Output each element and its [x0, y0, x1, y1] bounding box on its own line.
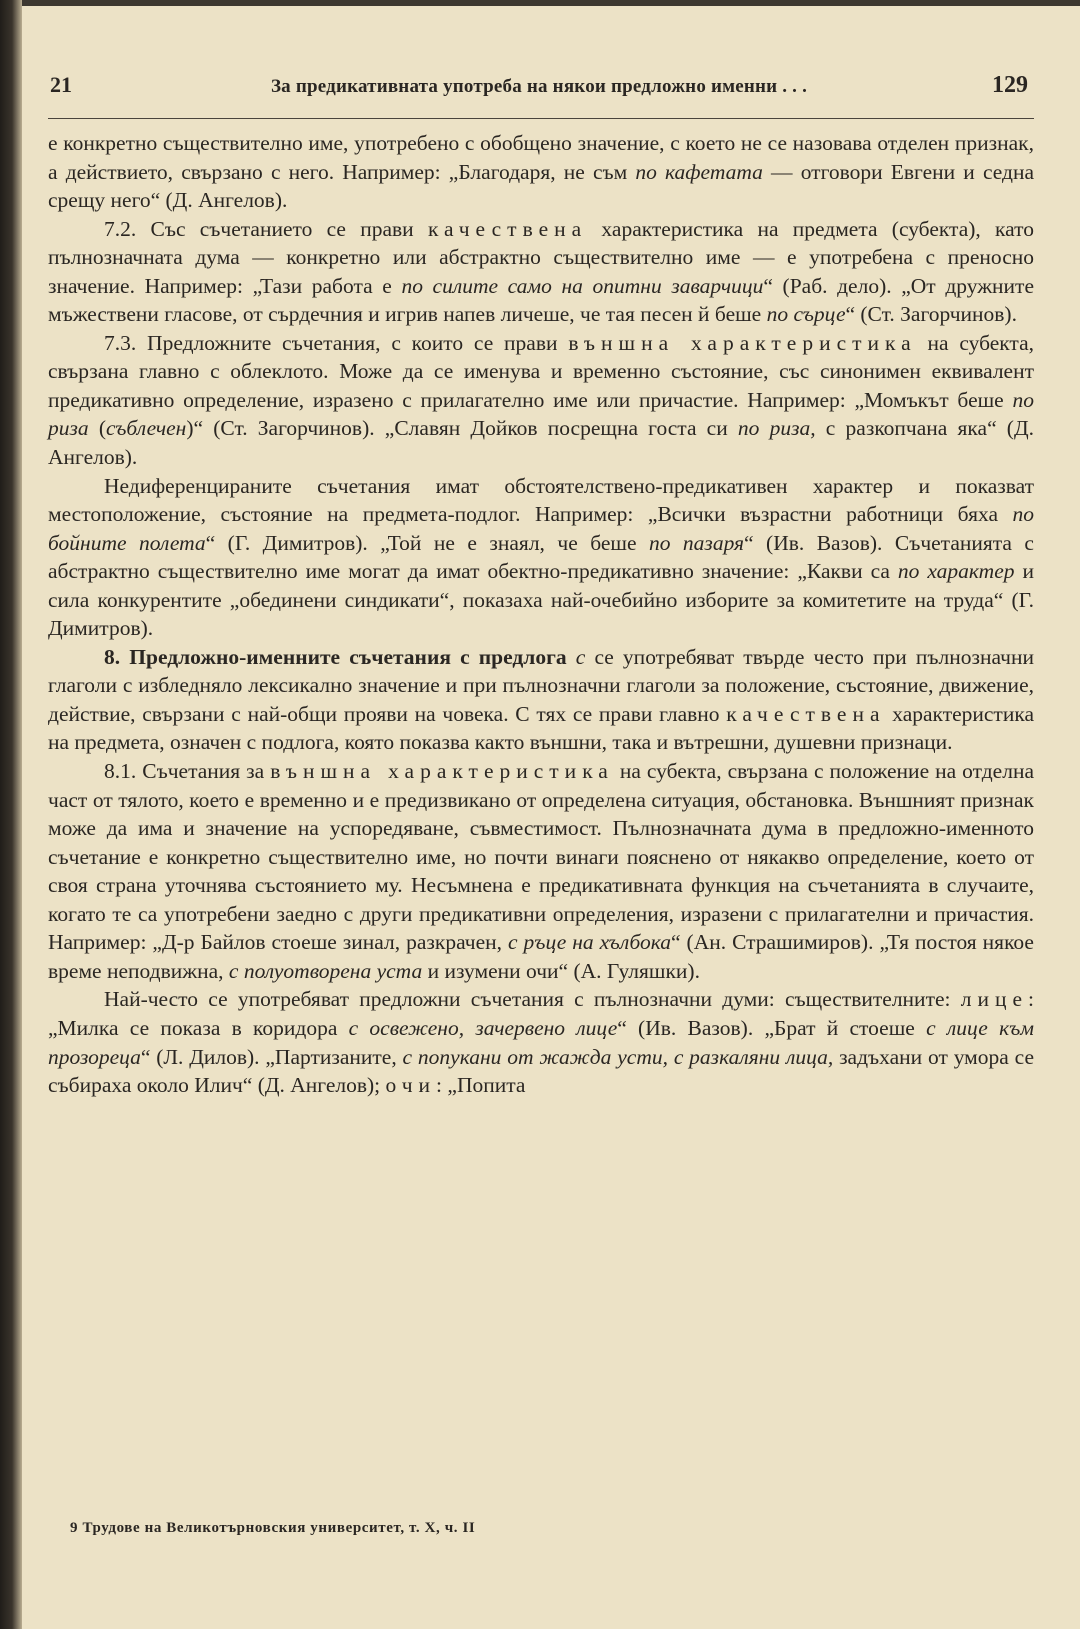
spaced-emphasis: очи [385, 1073, 437, 1098]
italic-example: по пазаря [648, 530, 745, 555]
body-text [48, 129, 1034, 1100]
text-run: задъхани от умора се събираха около Илич“ (Д. Ангелов); [48, 1044, 1034, 1098]
text-run: характеристика на предмета (субекта), като пълнозначната дума — конкретно или абстрактно съществително име — е употребена с преносно значение. Например: „Тази работа е [48, 216, 1034, 298]
spaced-emphasis: външна характеристика [568, 330, 917, 355]
italic-example: с попукани от жажда усти, с разкаляни лица, [402, 1044, 834, 1069]
header-title: За предикативната употреба на някои предложно именни . . . [270, 76, 808, 97]
text-run: : „Попита [436, 1073, 526, 1098]
text-run: )“ (Ст. Загорчинов). „Славян Дойков посрещна госта си [186, 416, 738, 441]
italic-example: с освежено, зачервено лице [348, 1015, 618, 1040]
text-run: характеристика на предмета, означен с подлога, която показва както външни, така и вътрешни, душевни признаци. [48, 701, 1034, 755]
text-run: 8.1. Съчетания за [104, 759, 271, 784]
text-run: Недиференцираните съчетания имат обстоятелствено-предикативен характер и показват местоположение, състояние на предмета-подлог. Например: „Всички възрастни работници бяха [48, 473, 1034, 527]
text-run: с разкопчана яка“ (Д. Ангелов). [48, 416, 1035, 470]
text-run: “ (Ив. Вазов). Съчетанията с абстрактно съществително име могат да имат обектно-предикативно значение: „Какви са [48, 530, 1034, 584]
text-run: 7.3. Предложните съчетания, с които се прави [104, 330, 569, 355]
italic-example: с [575, 644, 586, 669]
paragraph [48, 329, 1034, 472]
paragraph [48, 129, 1034, 215]
text-run: — отговори Евгени и седна срещу него“ (Д. Ангелов). [48, 159, 1034, 213]
paragraph [48, 985, 1034, 1099]
text-run: се употребяват твърде често при пълнозначни глаголи с избледняло лексикално значение и при пълнозначни глаголи за положение, състояние, движение, действие, свързани с най-общи прояви на човека. С тях се прави главно [48, 644, 1034, 726]
italic-example: по бойните полета [48, 502, 1034, 555]
text-run: на субекта, свързана с положение на отделна част от тялото, което е временно и е предизвикано от определена ситуация, обстановка. Външният признак може да има и значение на успоредяване, съвместимост. Пълнозначната дума в предложно-именното съчетание е конкретно съществително име, но почти винаги пояснено от някакво определение, което от своя страна уточнява състоянието му. Несъмнена е предикативната функция на съчетанията в случаите, когато те са употребени заедно с други предикативни определения, изразени с прилагателни и причастия. Например: „Д-р Байлов стоеше зинал, разкрачен, [48, 759, 1035, 955]
spaced-emphasis: лице [960, 987, 1029, 1012]
italic-example: по кафетата [635, 159, 763, 184]
paragraph [48, 757, 1034, 985]
text-run: ( [88, 416, 106, 441]
text-run: 7.2. Със съчетанието се прави [104, 216, 428, 241]
paragraph [48, 215, 1034, 329]
spaced-emphasis: външна характеристика [270, 759, 614, 784]
text-run: на субекта, свързана главно с облеклото. Може да се именува и временно състояние, със синонимен еквивалент предикативно определение, изразено с прилагателно име или причастие. Например: „Момъкът беше [48, 330, 1035, 412]
spaced-emphasis: качествена [726, 701, 886, 726]
text-run: : „Милка се показа в коридора [48, 987, 1034, 1040]
italic-example: по силите само на опитни заварчици [401, 273, 764, 298]
text-run: е конкретно съществително име, употребено с обобщено значение, с което не се назовава отделен признак, а действието, свързано с него. Например: „Благодаря, не съм [48, 131, 1034, 184]
paragraph [48, 472, 1034, 643]
running-header [48, 72, 1034, 119]
italic-example: съблечен [106, 416, 187, 441]
text-run: и сила конкурентите „обединени синдикати“, показаха най-очебийно изборите за комитетите на труда“ (Г. Димитров). [48, 559, 1034, 641]
italic-example: с лице към прозореца [48, 1015, 1035, 1069]
italic-example: по характер [897, 559, 1015, 584]
text-run: Най-често се употребяват предложни съчетания с пълнозначни думи: съществителните: [104, 987, 961, 1012]
header-chapter-number: 21 [50, 72, 72, 97]
italic-example: с ръце на хълбока [508, 930, 672, 955]
text-run: и изумени очи“ (А. Гуляшки). [422, 958, 700, 983]
paragraph [48, 643, 1034, 757]
italic-example: по риза [48, 387, 1034, 441]
italic-example: по риза, [737, 416, 816, 441]
text-run: “ (Ст. Загорчинов). [845, 302, 1017, 327]
book-spine-edge [0, 0, 22, 1629]
header-page-number: 129 [992, 72, 1028, 98]
text-run: “ (Ив. Вазов). „Брат й стоеше [617, 1015, 927, 1040]
spaced-emphasis: качествена [427, 216, 588, 241]
text-run: “ (Раб. дело). „От дружните мъжествени гласове, от сърдечния и игрив напев личеше, че тая песен й беше [48, 273, 1034, 327]
italic-example: с полуотворена уста [228, 958, 423, 983]
italic-example: по сърце [766, 302, 846, 327]
bold-heading: 8. Предложно-именните съчетания с предлога [104, 644, 576, 669]
text-run: “ (Л. Дилов). „Партизаните, [140, 1044, 403, 1069]
text-run: “ (Ан. Страшимиров). „Тя постоя някое време неподвижна, [48, 930, 1034, 983]
page-top-edge [0, 0, 1080, 6]
text-run: “ (Г. Димитров). „Той не е знаял, че беше [205, 530, 649, 555]
book-page [48, 72, 1034, 1100]
footer-signature-line: 9 Трудове на Великотърновския университет, т. X, ч. II [70, 1520, 476, 1536]
